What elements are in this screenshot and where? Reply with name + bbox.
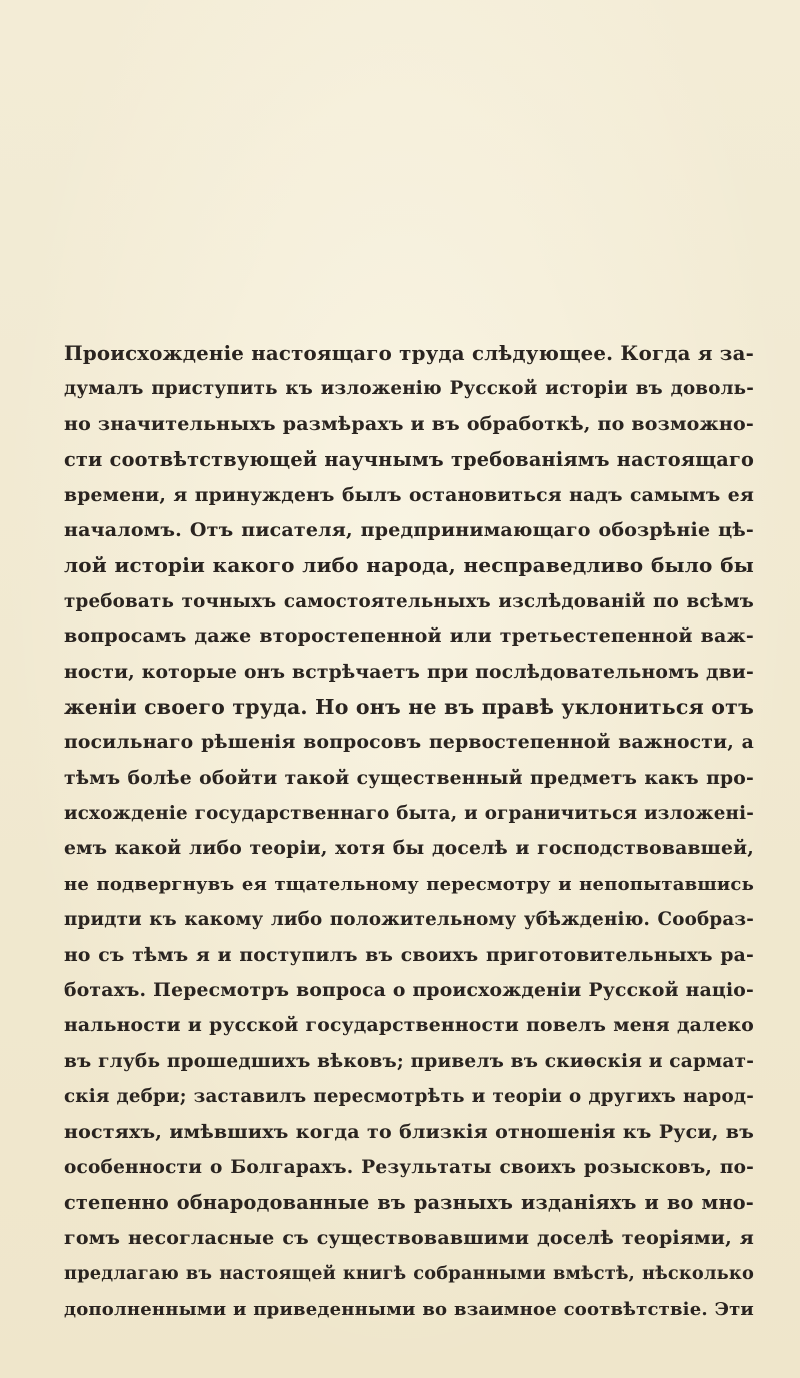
text-line-16: не подвергнувъ ея тщательному пересмотру и непопытавшись — [64, 873, 754, 895]
text-line-10: ности, которые онъ встрѣчаетъ при послѣдовательномъ дви- — [64, 660, 754, 683]
text-line-13: тѣмъ болѣе обойти такой существенный предметъ какъ про- — [64, 766, 754, 789]
text-line-25: степенно обнародованные въ разныхъ изданіяхъ и во мно- — [64, 1191, 754, 1215]
text-line-3: но значительныхъ размѣрахъ и въ обработкѣ, по возможно- — [64, 412, 754, 435]
text-line-17: придти къ какому либо положительному убѣжденію. Сообраз- — [64, 909, 754, 931]
text-line-15: емъ какой либо теоріи, хотя бы доселѣ и господствовавшей, — [64, 837, 754, 860]
text-line-19: ботахъ. Пересмотръ вопроса о происхожденіи Русской націо- — [64, 979, 754, 1002]
text-line-5: времени, я принужденъ былъ остановиться надъ самымъ ея — [64, 483, 754, 506]
text-line-18: но съ тѣмъ я и поступилъ въ своихъ приготовительныхъ ра- — [64, 943, 754, 966]
text-line-20: нальности и русской государственности повелъ меня далеко — [64, 1014, 754, 1037]
text-line-21: въ глубь прошедшихъ вѣковъ; привелъ въ скиѳскія и сармат- — [64, 1050, 755, 1072]
text-line-11: женіи своего труда. Но онъ не въ правѣ уклониться отъ — [64, 694, 754, 719]
text-line-28: дополненными и приведенными во взаимное соотвѣтствіе. Эти — [64, 1298, 754, 1320]
text-line-22: скія дебри; заставилъ пересмотрѣть и теоріи о другихъ народ- — [64, 1086, 754, 1108]
text-line-2: думалъ приступить къ изложенію Русской исторіи въ доволь- — [64, 378, 754, 400]
text-line-24: особенности о Болгарахъ. Результаты своихъ розысковъ, по- — [64, 1156, 754, 1178]
text-line-14: исхожденіе государственнаго быта, и ограничиться изложені- — [64, 803, 754, 825]
text-line-6: началомъ. Отъ писателя, предпринимающаго обозрѣніе цѣ- — [64, 518, 754, 541]
text-line-26: гомъ несогласные съ существовавшими доселѣ теоріями, я — [64, 1226, 754, 1249]
text-line-23: ностяхъ, имѣвшихъ когда то близкія отношенія къ Руси, въ — [64, 1120, 754, 1143]
body-text — [64, 336, 754, 1327]
text-line-7: лой исторіи какого либо народа, несправедливо было бы — [64, 553, 754, 578]
text-line-1: Происхожденіе настоящаго труда слѣдующее. Когда я за- — [64, 341, 754, 365]
text-line-27: предлагаю въ настоящей книгѣ собранными вмѣстѣ, нѣсколько — [64, 1263, 754, 1285]
text-line-8: требовать точныхъ самостоятельныхъ изслѣдованій по всѣмъ — [64, 590, 754, 612]
text-line-12: посильнаго рѣшенія вопросовъ первостепенной важности, а — [64, 731, 754, 754]
text-line-9: вопросамъ даже второстепенной или третьестепенной важ- — [64, 625, 754, 648]
text-line-4: сти соотвѣтствующей научнымъ требованіямъ настоящаго — [64, 448, 754, 472]
